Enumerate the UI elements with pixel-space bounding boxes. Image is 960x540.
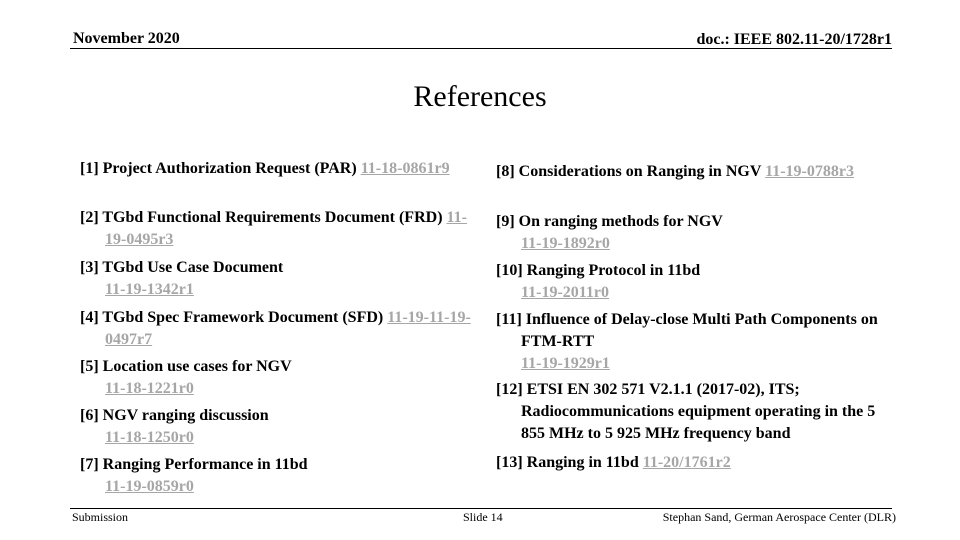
- header-doc-id: doc.: IEEE 802.11-20/1728r1: [696, 31, 892, 48]
- reference-text: [2] TGbd Functional Requirements Document (FRD): [80, 209, 447, 226]
- reference-text: [12] ETSI EN 302 571 V2.1.1 (2017-02), ITS; Radiocommunications equipment operating in the 5 855 MHz to 5 925 MHz frequency band: [496, 381, 876, 442]
- reference-item: [496, 452, 896, 474]
- reference-text: [13] Ranging in 11bd: [496, 454, 643, 471]
- reference-text: [5] Location use cases for NGV: [80, 358, 292, 375]
- reference-item: [496, 161, 896, 183]
- reference-link[interactable]: 11-19-1892r0: [521, 235, 610, 252]
- reference-link[interactable]: 11-18-1250r0: [105, 429, 194, 446]
- reference-link[interactable]: 11-18-0861r9: [360, 160, 450, 177]
- reference-text: [8] Considerations on Ranging in NGV: [496, 163, 766, 180]
- reference-item: [80, 158, 480, 180]
- footer-divider: [70, 508, 892, 509]
- reference-link[interactable]: 11-19-2011r0: [521, 284, 609, 301]
- reference-link[interactable]: 11-18-1221r0: [105, 380, 194, 397]
- reference-link[interactable]: 11-19-1929r1: [521, 355, 610, 372]
- reference-text: [10] Ranging Protocol in 11bd: [496, 262, 701, 279]
- header-date: November 2020: [73, 30, 180, 47]
- footer-submission: Submission: [72, 510, 129, 524]
- reference-text: [11] Influence of Delay-close Multi Path Components on FTM-RTT: [496, 311, 878, 350]
- reference-item: [80, 454, 480, 498]
- reference-text: [7] Ranging Performance in 11bd: [80, 456, 308, 473]
- reference-item: [80, 207, 480, 251]
- reference-link[interactable]: 11-19-11-19-0497r7: [105, 309, 471, 348]
- reference-link[interactable]: 11-20/1761r2: [642, 454, 731, 471]
- reference-item: [80, 356, 480, 400]
- reference-link[interactable]: 11-19-1342r1: [105, 281, 194, 298]
- reference-link[interactable]: 11-19-0788r3: [765, 163, 854, 180]
- reference-item: [496, 309, 896, 375]
- reference-text: [1] Project Authorization Request (PAR): [80, 160, 361, 177]
- reference-item: [496, 379, 896, 445]
- reference-text: [4] TGbd Spec Framework Document (SFD): [80, 309, 388, 326]
- slide-title: References: [413, 80, 547, 113]
- reference-text: [6] NGV ranging discussion: [80, 407, 269, 424]
- footer-author: Stephan Sand, German Aerospace Center (DLR): [662, 510, 896, 524]
- reference-item: [80, 405, 480, 449]
- reference-item: [80, 257, 480, 301]
- reference-link[interactable]: 11-19-0859r0: [105, 478, 194, 495]
- footer-slide-number: Slide 14: [463, 510, 503, 524]
- reference-item: [80, 307, 480, 351]
- reference-item: [496, 260, 896, 304]
- reference-link[interactable]: 11-19-0495r3: [105, 209, 467, 248]
- reference-text: [9] On ranging methods for NGV: [496, 213, 723, 230]
- header-divider: [70, 48, 892, 49]
- reference-item: [496, 211, 896, 255]
- reference-text: [3] TGbd Use Case Document: [80, 259, 284, 276]
